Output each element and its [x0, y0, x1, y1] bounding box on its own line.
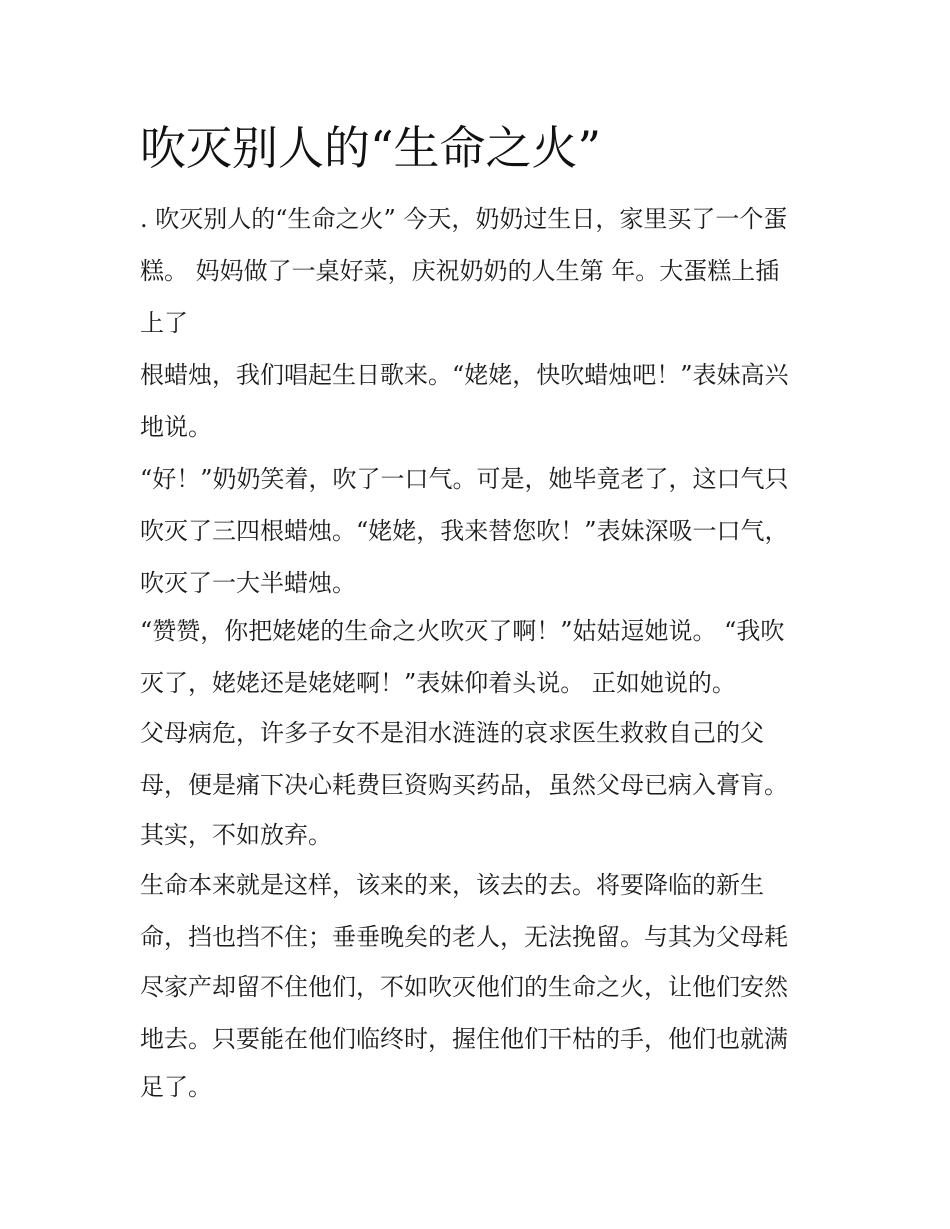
- text-line: 其实，不如放弃。: [140, 821, 332, 849]
- text-line: 地说。: [140, 413, 212, 441]
- page-title: 吹灭别人的“生命之火”: [140, 121, 602, 175]
- text-line: 糕。 妈妈做了一桌好菜，庆祝奶奶的人生第 年。大蛋糕上插: [140, 257, 780, 285]
- text-line: 父母病危，许多子女不是泪水涟涟的哀求医生救救自己的父: [140, 719, 764, 747]
- text-line: 上了: [140, 309, 188, 337]
- text-line: . 吹灭别人的“生命之火” 今天，奶奶过生日，家里买了一个蛋: [140, 205, 788, 233]
- text-line: 母，便是痛下决心耗费巨资购买药品，虽然父母已病入膏肓。: [140, 771, 788, 799]
- text-line: 生命本来就是这样，该来的来，该去的去。将要降临的新生: [140, 871, 764, 899]
- text-line: 灭了，姥姥还是姥姥啊！”表妹仰着头说。 正如她说的。: [140, 669, 736, 697]
- text-line: 足了。: [140, 1073, 212, 1101]
- text-line: 吹灭了三四根蜡烛。“姥姥，我来替您吹！”表妹深吸一口气，: [140, 517, 789, 545]
- text-line: 根蜡烛，我们唱起生日歌来。“姥姥，快吹蜡烛吧！”表妹高兴: [140, 361, 789, 389]
- text-line: “好！”奶奶笑着，吹了一口气。可是，她毕竟老了，这口气只: [140, 465, 789, 493]
- text-line: 命，挡也挡不住；垂垂晚矣的老人，无法挽留。与其为父母耗: [140, 923, 788, 951]
- text-line: 吹灭了一大半蜡烛。: [140, 569, 356, 597]
- text-line: 尽家产却留不住他们，不如吹灭他们的生命之火，让他们安然: [140, 973, 788, 1001]
- text-line: “赞赞，你把姥姥的生命之火吹灭了啊！”姑姑逗她说。 “我吹: [140, 617, 785, 645]
- text-line: 地去。只要能在他们临终时，握住他们干枯的手，他们也就满: [140, 1025, 788, 1053]
